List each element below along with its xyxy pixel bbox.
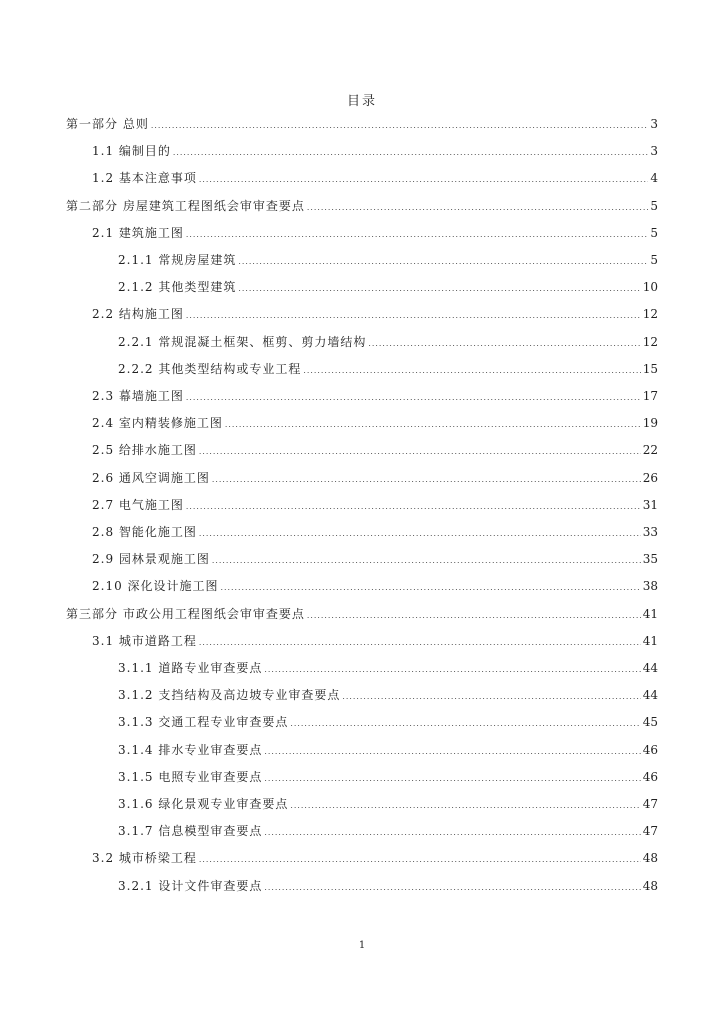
- dot-leader: [238, 280, 640, 296]
- toc-entry[interactable]: [118, 878, 658, 894]
- toc-entry-page: 22: [642, 443, 658, 458]
- page-number: 1: [358, 940, 366, 951]
- toc-entry[interactable]: [118, 279, 658, 295]
- toc-entry-page: 41: [642, 606, 658, 621]
- dot-leader: [225, 416, 641, 432]
- toc-entry[interactable]: [118, 361, 658, 377]
- toc-entry[interactable]: [92, 578, 658, 594]
- dot-leader: [221, 579, 641, 595]
- dot-leader: [199, 851, 641, 867]
- dot-leader: [212, 552, 641, 568]
- toc-entry-page: 47: [642, 797, 658, 811]
- toc-entry-label: 3.2.1 设计文件审查要点: [118, 878, 263, 893]
- toc-entry-page: 44: [642, 688, 658, 703]
- toc-entry-label: 2.1.2 其他类型建筑: [118, 280, 237, 295]
- toc-entry[interactable]: [66, 198, 658, 214]
- toc-entry-page: 17: [642, 389, 658, 403]
- dot-leader: [199, 634, 641, 650]
- toc-entry-label: 2.6 通风空调施工图: [92, 470, 210, 485]
- toc-entry-label: 2.7 电气施工图: [92, 497, 184, 512]
- toc-entry[interactable]: [92, 170, 658, 186]
- toc-entry-label: 2.1.1 常规房屋建筑: [118, 253, 237, 267]
- dot-leader: [264, 879, 640, 895]
- toc-entry-page: 41: [642, 633, 658, 648]
- toc-entry-label: 2.2 结构施工图: [92, 307, 184, 322]
- toc-entry-label: 3.1.6 绿化景观专业审查要点: [118, 797, 289, 811]
- toc-entry-label: 3.1.2 支挡结构及高边坡专业审查要点: [118, 688, 341, 703]
- toc-entry-page: 47: [642, 824, 658, 839]
- toc-entry-page: 4: [650, 171, 658, 186]
- toc-entry-page: 12: [642, 334, 658, 349]
- toc-entry-page: 5: [650, 198, 658, 213]
- toc-entry[interactable]: [92, 306, 658, 322]
- toc-entry[interactable]: [118, 769, 658, 785]
- toc-entry[interactable]: [92, 524, 658, 540]
- dot-leader: [368, 335, 640, 351]
- toc-entry[interactable]: [66, 116, 658, 132]
- toc-entry-page: 3: [650, 144, 658, 159]
- toc-entry-label: 1.1 编制目的: [92, 144, 171, 159]
- toc-entry-label: 3.1.7 信息模型审查要点: [118, 824, 263, 839]
- dot-leader: [173, 144, 648, 160]
- dot-leader: [186, 307, 641, 323]
- toc-entry-label: 3.2 城市桥梁工程: [92, 851, 197, 866]
- toc-entry-label: 2.10 深化设计施工图: [92, 579, 219, 594]
- toc-entry-page: 10: [642, 280, 658, 295]
- toc-entry-label: 第二部分 房屋建筑工程图纸会审审查要点: [66, 198, 305, 213]
- toc-entry-page: 46: [642, 769, 658, 784]
- toc-entry[interactable]: [92, 497, 658, 513]
- toc-entry[interactable]: [92, 388, 658, 404]
- toc-entry-label: 第一部分 总则: [66, 117, 149, 131]
- dot-leader: [307, 607, 641, 623]
- dot-leader: [303, 362, 640, 378]
- dot-leader: [212, 471, 641, 487]
- dot-leader: [186, 389, 641, 405]
- toc-entry[interactable]: [118, 714, 658, 730]
- dot-leader: [342, 688, 640, 704]
- toc-entry-label: 2.5 给排水施工图: [92, 443, 197, 458]
- dot-leader: [186, 226, 648, 242]
- dot-leader: [264, 770, 640, 786]
- toc-entry-page: 45: [642, 715, 658, 730]
- toc-entry[interactable]: [92, 470, 658, 486]
- dot-leader: [238, 253, 648, 269]
- toc-entry[interactable]: [92, 551, 658, 567]
- toc-entry[interactable]: [92, 143, 658, 159]
- dot-leader: [151, 117, 649, 133]
- toc-entry-page: 5: [650, 225, 658, 240]
- toc-entry-label: 2.8 智能化施工图: [92, 525, 197, 539]
- toc-entry[interactable]: [118, 742, 658, 758]
- toc-entry-label: 3.1.1 道路专业审查要点: [118, 661, 263, 675]
- toc-entry-label: 2.2.2 其他类型结构或专业工程: [118, 361, 302, 376]
- toc-entry-page: 26: [642, 470, 658, 485]
- dot-leader: [199, 171, 648, 187]
- toc-entry[interactable]: [92, 415, 658, 431]
- toc-entry-page: 48: [642, 851, 658, 866]
- dot-leader: [199, 525, 641, 541]
- toc-entry-label: 2.4 室内精装修施工图: [92, 416, 223, 431]
- toc-entry[interactable]: [118, 252, 658, 268]
- toc-entry[interactable]: [92, 850, 658, 866]
- dot-leader: [264, 743, 640, 759]
- toc-entry-label: 2.1 建筑施工图: [92, 225, 184, 240]
- toc-entry-page: 46: [642, 742, 658, 757]
- toc-entry-page: 19: [642, 416, 658, 431]
- toc-entry[interactable]: [118, 660, 658, 676]
- toc-entry-page: 48: [642, 878, 658, 893]
- toc-entry-label: 1.2 基本注意事项: [92, 171, 197, 186]
- toc-entry-label: 3.1.4 排水专业审查要点: [118, 742, 263, 757]
- dot-leader: [186, 498, 641, 514]
- toc-entry[interactable]: [118, 687, 658, 703]
- toc-entry-page: 5: [650, 253, 658, 267]
- toc-entry-label: 3.1 城市道路工程: [92, 633, 197, 648]
- toc-entry-page: 31: [642, 497, 658, 512]
- dot-leader: [264, 824, 640, 840]
- dot-leader: [264, 661, 640, 677]
- dot-leader: [307, 199, 649, 215]
- toc-entry-page: 15: [642, 361, 658, 376]
- toc-entry-label: 3.1.5 电照专业审查要点: [118, 769, 263, 784]
- toc-entry[interactable]: [92, 442, 658, 458]
- toc-entry-label: 第三部分 市政公用工程图纸会审审查要点: [66, 606, 305, 621]
- toc-entry-page: 12: [642, 307, 658, 322]
- toc-entry[interactable]: [92, 225, 658, 241]
- toc-entry-page: 38: [642, 579, 658, 594]
- toc-entry-page: 3: [650, 117, 658, 131]
- toc-entry-label: 2.3 幕墙施工图: [92, 389, 184, 403]
- toc-title: 目录: [346, 94, 377, 109]
- toc-entry[interactable]: [92, 633, 658, 649]
- toc-entry-page: 35: [642, 552, 658, 567]
- toc-entry-page: 33: [642, 525, 658, 539]
- dot-leader: [290, 797, 640, 813]
- dot-leader: [199, 443, 641, 459]
- dot-leader: [290, 715, 640, 731]
- toc-entry-label: 3.1.3 交通工程专业审查要点: [118, 715, 289, 730]
- toc-entry[interactable]: [66, 606, 658, 622]
- toc-entry[interactable]: [118, 823, 658, 839]
- toc-entry-label: 2.9 园林景观施工图: [92, 552, 210, 567]
- toc-entry[interactable]: [118, 796, 658, 812]
- toc-entry-page: 44: [642, 661, 658, 675]
- toc-entry-label: 2.2.1 常规混凝土框架、框剪、剪力墙结构: [118, 334, 367, 349]
- toc-entry[interactable]: [118, 334, 658, 350]
